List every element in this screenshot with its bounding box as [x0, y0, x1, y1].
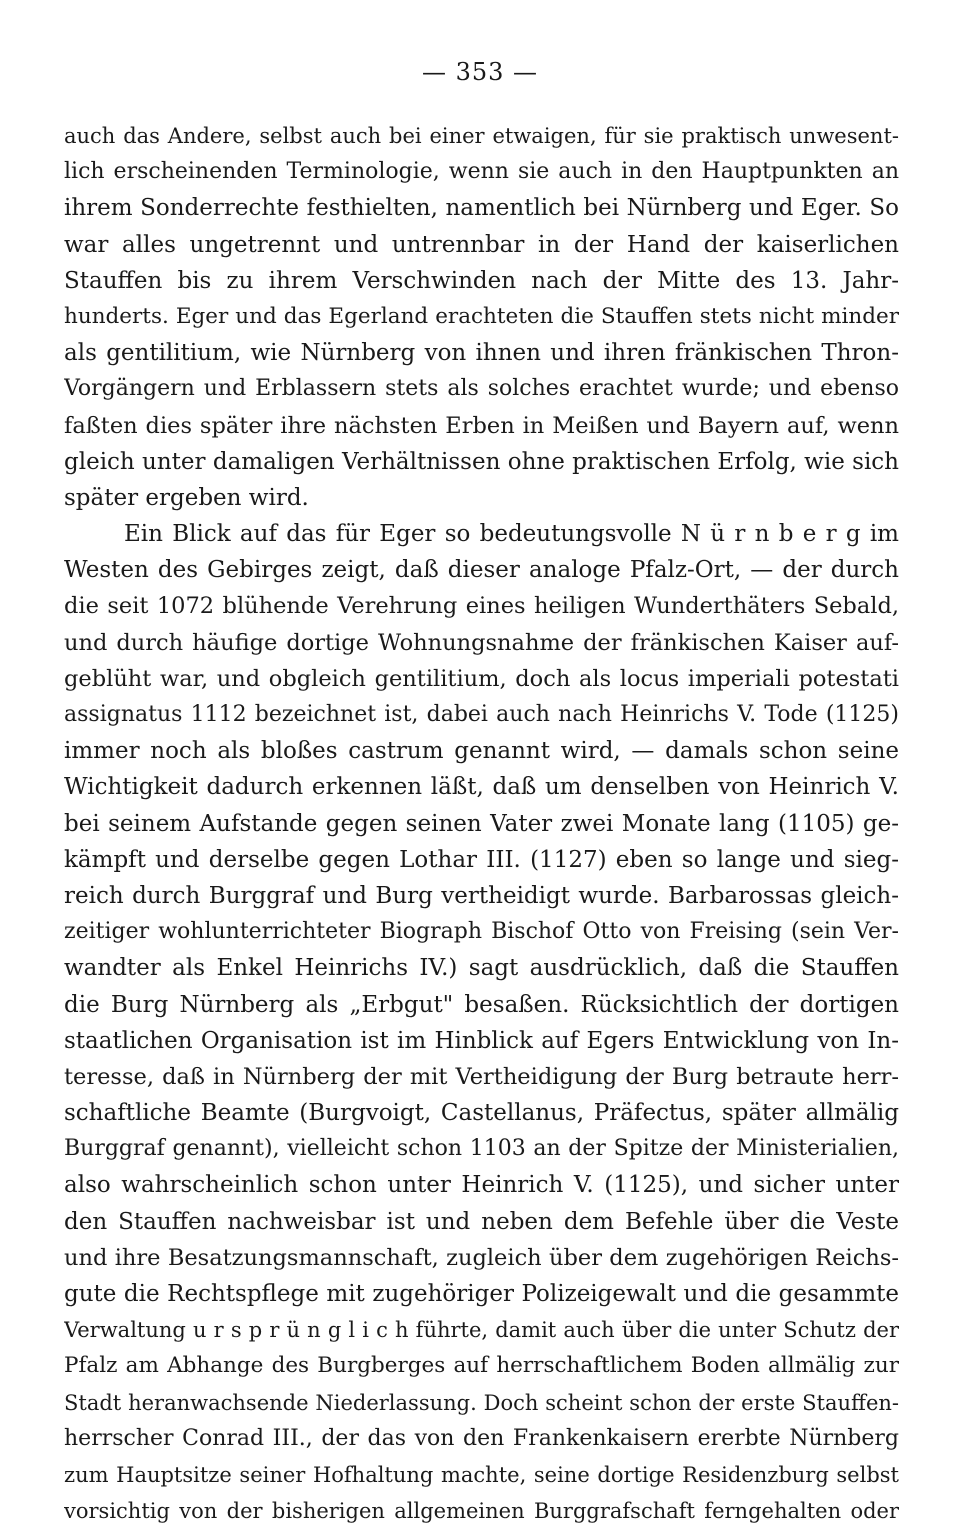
text-line: also wahrscheinlich schon unter Heinrich V. (1125), und sicher unter: [64, 1172, 899, 1199]
text-line: die Burg Nürnberg als „Erbgut" besaßen. Rücksichtlich der dortigen: [64, 991, 899, 1018]
text-line: Westen des Gebirges zeigt, daß dieser analoge Pfalz-Ort, — der durch: [64, 557, 899, 584]
text-line: lich erscheinenden Terminologie, wenn sie auch in den Hauptpunkten an: [64, 159, 899, 185]
text-line: Wichtigkeit dadurch erkennen läßt, daß um denselben von Heinrich V.: [64, 774, 899, 801]
text-line: den Stauffen nachweisbar ist und neben dem Befehle über die Veste: [64, 1208, 899, 1235]
text-line: war alles ungetrennt und untrennbar in der Hand der kaiserlichen: [64, 231, 899, 258]
text-line: herrscher Conrad III., der das von den Frankenkaisern ererbte Nürnberg: [64, 1425, 899, 1451]
text-line: Stadt heranwachsende Niederlassung. Doch scheint schon der erste Stauffen-: [64, 1390, 899, 1415]
text-line: gleich unter damaligen Verhältnissen ohne praktischen Erfolg, wie sich: [64, 448, 899, 475]
text-line: die seit 1072 blühende Verehrung eines heiligen Wunderthäters Sebald,: [64, 593, 899, 620]
text-line: faßten dies später ihre nächsten Erben in Meißen und Bayern auf, wenn: [64, 412, 899, 439]
text-line: immer noch als bloßes castrum genannt wird, — damals schon seine: [64, 738, 899, 765]
page-number: — 353 —: [421, 58, 539, 86]
text-line: Burggraf genannt), vielleicht schon 1103 an der Spitze der Ministerialien,: [64, 1136, 899, 1162]
text-line: vorsichtig von der bisherigen allgemeinen Burggrafschaft ferngehalten oder: [64, 1499, 899, 1524]
text-line: bei seinem Aufstande gegen seinen Vater zwei Monate lang (1105) ge-: [64, 810, 899, 837]
text-line: zum Hauptsitze seiner Hofhaltung machte, seine dortige Residenzburg selbst: [64, 1462, 899, 1487]
text-line: Ein Blick auf das für Eger so bedeutungsvolle N ü r n b e r g im: [124, 521, 899, 548]
text-line: wandter als Enkel Heinrichs IV.) sagt ausdrücklich, daß die Stauffen: [64, 955, 899, 982]
text-line: Stauffen bis zu ihrem Verschwinden nach der Mitte des 13. Jahr-: [64, 267, 899, 294]
text-line: auch das Andere, selbst auch bei einer etwaigen, für sie praktisch unwesent-: [64, 124, 899, 148]
text-line: und durch häufige dortige Wohnungsnahme der fränkischen Kaiser auf-: [64, 629, 899, 656]
text-line: teresse, daß in Nürnberg der mit Vertheidigung der Burg betraute herr-: [64, 1063, 899, 1090]
text-line: und ihre Besatzungsmannschaft, zugleich über dem zugehörigen Reichs-: [64, 1244, 899, 1271]
text-line: reich durch Burggraf und Burg vertheidigt wurde. Barbarossas gleich-: [64, 882, 899, 909]
text-line: kämpft und derselbe gegen Lothar III. (1127) eben so lange und sieg-: [64, 846, 899, 873]
text-line: Verwaltung u r s p r ü n g l i c h führte, damit auch über die unter Schutz der: [64, 1318, 899, 1343]
text-line: assignatus 1112 bezeichnet ist, dabei auch nach Heinrichs V. Tode (1125): [64, 702, 899, 727]
text-line: Pfalz am Abhange des Burgberges auf herrschaftlichem Boden allmälig zur: [64, 1353, 899, 1379]
text-line: ihrem Sonderrechte festhielten, namentlich bei Nürnberg und Eger. So: [64, 195, 899, 222]
text-line: zeitiger wohlunterrichteter Biograph Bischof Otto von Freising (sein Ver-: [64, 919, 899, 945]
text-line: als gentilitium, wie Nürnberg von ihnen und ihren fränkischen Thron-: [64, 340, 899, 367]
body-text: [64, 118, 899, 1529]
text-line: gute die Rechtspflege mit zugehöriger Polizeigewalt und die gesammte: [64, 1281, 899, 1307]
text-line: hunderts. Eger und das Egerland erachteten die Stauffen stets nicht minder: [64, 303, 899, 329]
text-line: geblüht war, und obgleich gentilitium, doch als locus imperiali potestati: [64, 665, 899, 692]
text-line: später ergeben wird.: [64, 484, 309, 511]
text-line: staatlichen Organisation ist im Hinblick auf Egers Entwicklung von In-: [64, 1027, 899, 1054]
text-line: Vorgängern und Erblassern stets als solches erachtet wurde; und ebenso: [64, 376, 899, 402]
text-line: schaftliche Beamte (Burgvoigt, Castellanus, Präfectus, später allmälig: [64, 1100, 899, 1127]
